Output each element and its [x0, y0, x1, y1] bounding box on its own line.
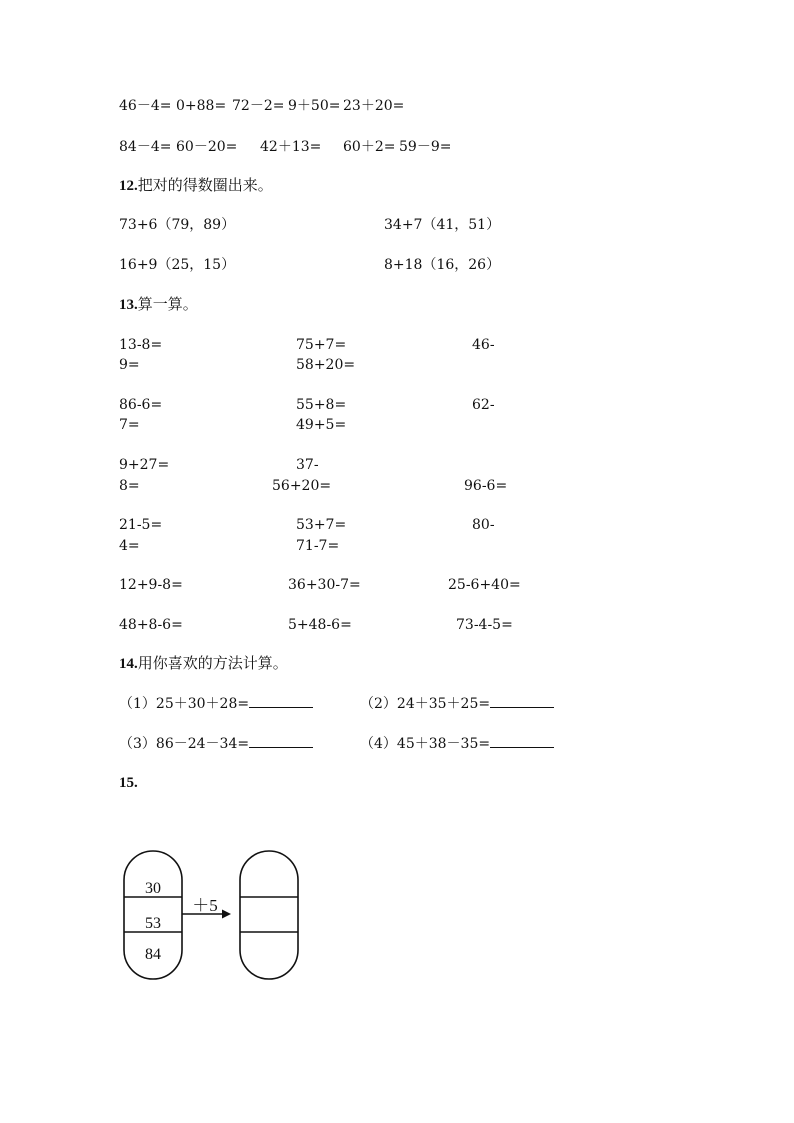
- equation: 48+8-6=: [119, 617, 183, 633]
- equation: 42＋13=: [260, 139, 322, 155]
- equation: 7=: [119, 417, 140, 433]
- choice-item: 34+7（41，51）: [384, 217, 501, 233]
- left-value: 53: [145, 915, 161, 932]
- equation: 23＋20=: [343, 98, 405, 114]
- question-number: 15.: [119, 775, 138, 791]
- equation: 37-: [296, 457, 319, 473]
- equation: 53+7=: [296, 517, 347, 533]
- equation: 4=: [119, 538, 140, 554]
- equation: 46-: [472, 337, 495, 353]
- equation: 84－4=: [119, 139, 172, 155]
- choice-item: 16+9（25，15）: [119, 257, 236, 273]
- question-title: 用你喜欢的方法计算。: [137, 654, 288, 672]
- equation: 8=: [119, 478, 140, 494]
- left-value: 30: [145, 880, 161, 897]
- equation: 21-5=: [119, 517, 163, 533]
- equation: 12+9-8=: [119, 577, 183, 593]
- equation: 62-: [472, 397, 495, 413]
- equation: 60－20=: [176, 139, 238, 155]
- equation: 9＋50=: [288, 98, 341, 114]
- equation: 86-6=: [119, 397, 163, 413]
- equation: 9=: [119, 357, 140, 373]
- equation: 9+27=: [119, 457, 170, 473]
- calc-expression: （3）86－24－34=: [119, 736, 250, 752]
- equation: 96-6=: [464, 478, 508, 494]
- equation: 58+20=: [296, 357, 356, 373]
- left-value: 84: [145, 946, 161, 963]
- equation: 71-7=: [296, 538, 340, 554]
- equation: 56+20=: [272, 478, 332, 494]
- equation: 5+48-6=: [288, 617, 352, 633]
- equation: 36+30-7=: [288, 577, 361, 593]
- choice-item: 8+18（16，26）: [384, 257, 501, 273]
- calc-expression: （2）24＋35＋25=: [360, 696, 491, 712]
- operation-label: ＋5: [192, 896, 218, 915]
- equation: 75+7=: [296, 337, 347, 353]
- equation: 46－4=: [119, 98, 172, 114]
- equation: 60＋2=: [343, 139, 396, 155]
- question-number: 14.: [119, 656, 138, 672]
- equation: 55+8=: [296, 397, 347, 413]
- equation: 73-4-5=: [456, 617, 513, 633]
- equation: 80-: [472, 517, 495, 533]
- equation: 59－9=: [399, 139, 452, 155]
- choice-item: 73+6（79，89）: [119, 217, 236, 233]
- calc-expression: （4）45＋38－35=: [360, 736, 491, 752]
- equation: 0+88=: [176, 98, 227, 114]
- question-title: 把对的得数圈出来。: [137, 176, 273, 194]
- right-capsule-outline: [240, 851, 298, 979]
- calc-expression: （1）25＋30＋28=: [119, 696, 250, 712]
- question-title: 算一算。: [137, 295, 198, 313]
- equation: 13-8=: [119, 337, 163, 353]
- arrow-head-icon: [222, 910, 231, 919]
- question-number: 12.: [119, 178, 138, 194]
- equation: 49+5=: [296, 417, 347, 433]
- equation: 72－2=: [232, 98, 285, 114]
- equation: 25-6+40=: [448, 577, 521, 593]
- question-number: 13.: [119, 297, 138, 313]
